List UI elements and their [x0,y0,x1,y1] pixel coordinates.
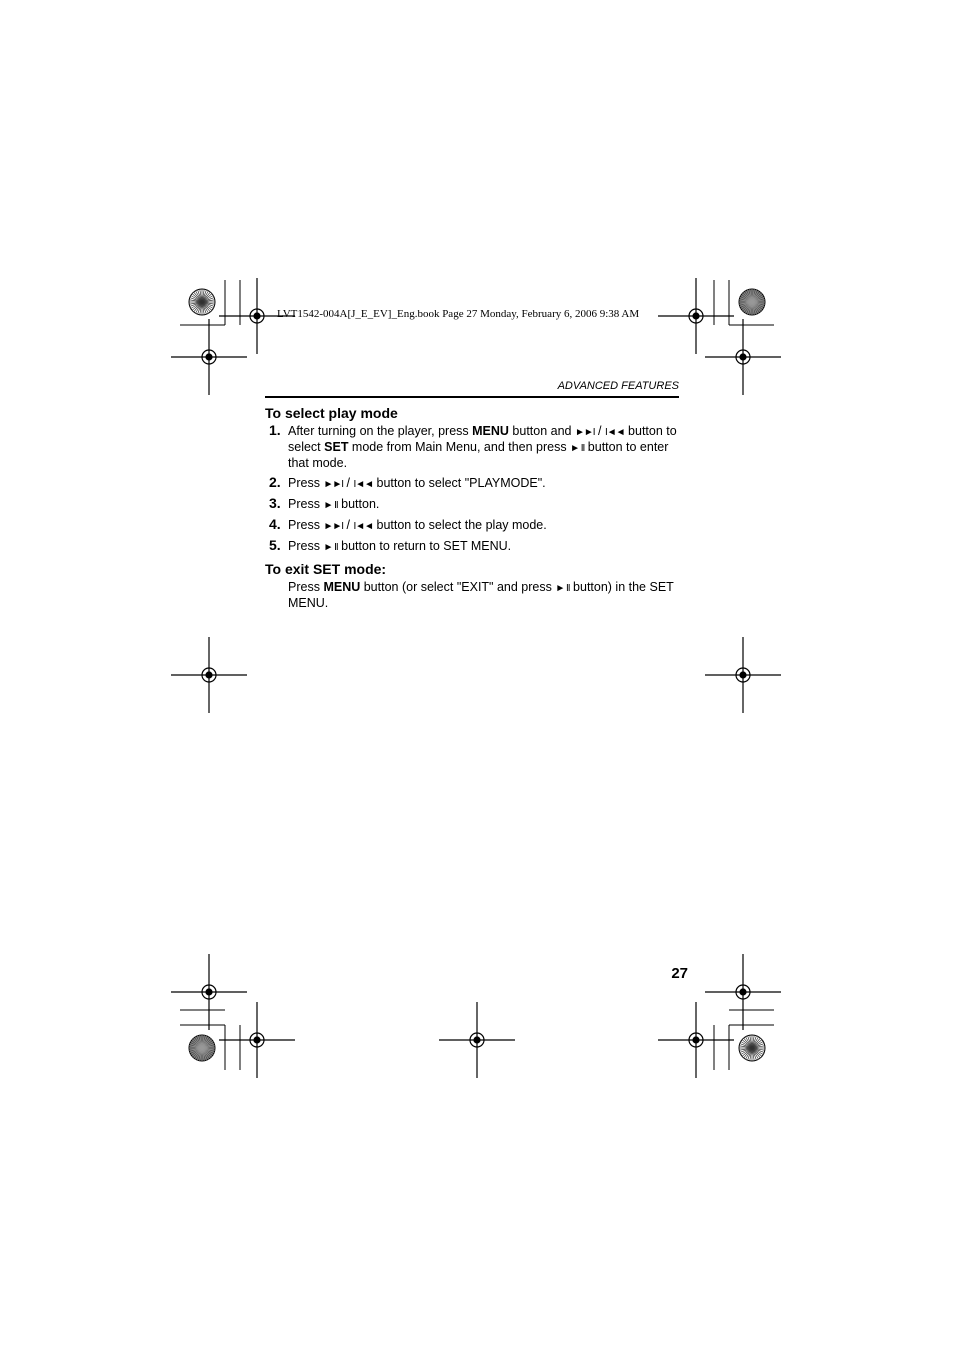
steps-list [265,424,685,555]
play-pause-icon: ► II [323,542,338,553]
next-icon: ►►I [323,479,344,490]
registration-mark [171,637,247,713]
section-header: ADVANCED FEATURES [557,380,679,392]
step-3: 3. Press ► II button. [269,495,380,511]
dark-starburst-mark [739,289,765,315]
step-1: 1. After turning on the player, press MENU button and ►►I / I◄◄ button to select SET mode from Main Menu, and then press ► II button to enter that mode. [269,422,677,470]
step-number: 5. [269,537,281,553]
step-2: 2. Press ►►I / I◄◄ button to select "PLAYMODE". [269,474,546,490]
starburst-mark [739,1035,765,1061]
registration-mark [219,1002,295,1078]
prev-icon: I◄◄ [604,427,625,438]
play-pause-icon: ► II [555,583,570,594]
prev-icon: I◄◄ [353,521,374,532]
step-5: 5. Press ► II button to return to SET MENU. [269,537,512,553]
play-pause-icon: ► II [323,500,338,511]
registration-mark [658,278,734,354]
exit-instructions: Press MENU button (or select "EXIT" and press ► II button) in the SET MENU. [288,580,674,610]
dark-starburst-mark [189,1035,215,1061]
step-number: 3. [269,495,281,511]
prev-icon: I◄◄ [353,479,374,490]
section-rule [265,396,679,398]
step-number: 1. [269,422,281,438]
content [265,404,685,611]
print-info: LVT1542-004A[J_E_EV]_Eng.book Page 27 Monday, February 6, 2006 9:38 AM [277,308,640,320]
step-number: 2. [269,474,281,490]
registration-mark [439,1002,515,1078]
starburst-mark [189,289,215,315]
step-number: 4. [269,516,281,532]
page-number: 27 [671,965,688,982]
heading-exit-set-mode: To exit SET mode: [265,561,387,577]
registration-mark [171,319,247,395]
registration-mark [705,954,781,1030]
play-pause-icon: ► II [570,443,585,454]
registration-mark [705,319,781,395]
registration-mark [658,1002,734,1078]
heading-select-play-mode: To select play mode [265,405,398,421]
next-icon: ►►I [323,521,344,532]
registration-mark [171,954,247,1030]
step-4: 4. Press ►►I / I◄◄ button to select the play mode. [269,516,547,532]
next-icon: ►►I [574,427,595,438]
registration-mark [705,637,781,713]
